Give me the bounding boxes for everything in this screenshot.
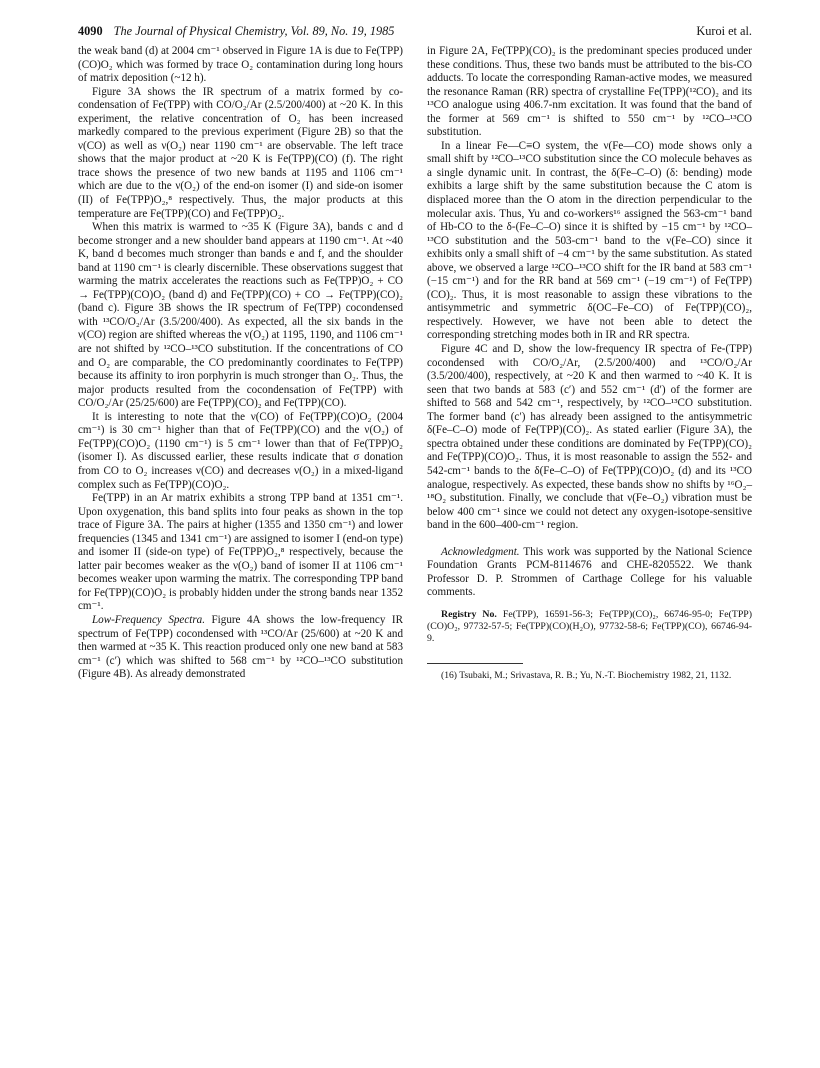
paragraph-low-frequency-text: Figure 4A shows the low-frequency IR spectrum of Fe(TPP) cocondensed with ¹³CO/Ar (25/600) at ~20 K and then warmed at ~35 K. This reaction produced only one new band at 583 cm⁻¹ (c′) which was shifted to 568 cm⁻¹ by ¹²CO–¹³CO substitution (Figure 4B). As already demonstrated <box>78 613 404 681</box>
paragraph-figure-4cd: Figure 4C and D, show the low-frequency IR spectra of Fe-(TPP) cocondensed with CO/O₂/Ar, (2.5/200/400) and ¹³CO/O₂/Ar (3.5/200/400), respectively, at ~20 K and then warmed to ~40 K. It is seen that two bands at 583 (c′) and 552 cm⁻¹ (d′) of the former are shifted to 568 and 542 cm⁻¹, respectively, by ¹²CO–¹³CO substitution. The former band (c′) has already been assigned to the antisymmetric δ(Fe–C–O) mode of Fe(TPP)(CO)₂. As stated earlier (Figure 3A), the spectra obtained under these conditions are dominated by Fe(TPP)(CO)₂ and Fe(TPP)(CO)O₂. Thus, it is most reasonable to assign the 552- and 542-cm⁻¹ bands to the δ(Fe–C–O) of Fe(TPP)(CO)O₂ (d) and its ¹³CO analogue, respectively. As expected, these bands show no shifts by ¹⁶O₂–¹⁸O₂ substitution. Finally, we conclude that ν(Fe–O₂) vibration must be below 400 cm⁻¹ since we could not detect any oxygen-isotope-sensitive band in the 600–400-cm⁻¹ region. <box>427 343 752 532</box>
spacer <box>427 600 752 609</box>
running-authors: Kuroi et al. <box>696 24 752 38</box>
page-header <box>78 24 752 40</box>
acknowledgment <box>427 546 752 600</box>
paragraph-warming: When this matrix is warmed to ~35 K (Figure 3A), bands c and d become stronger and a new shoulder band appears at 1190 cm⁻¹. At ~40 K, band d becomes much stronger than bands e and f, and the shoulder band at 1190 cm⁻¹ is clearly discernible. These observations suggest that warming the matrix accelerates the reactions such as Fe(TPP)O₂ + CO → Fe(TPP)(CO)O₂ (band d) and Fe(TPP)(CO) + CO → Fe(TPP)(CO)₂ (band c). Figure 3B shows the IR spectrum of Fe(TPP) cocondensed with ¹³CO/O₂/Ar (3.5/200/400). As expected, all the six bands in the ν(CO) region are shifted whereas the ν(O₂) at 1195, 1190, and 1106 cm⁻¹ are not shifted by ¹²CO–¹³CO substitution. If the concentrations of CO and O₂ are comparable, the CO predominantly coordinates to Fe(TPP) because its affinity to iron porphyrin is much stronger than O₂. Thus, the major products resulted from the cocondensation of Fe(TPP) with CO/O₂/Ar (25/25/600) are Fe(TPP)(CO)₂ and Fe(TPP)(CO). <box>78 221 403 410</box>
paragraph-sigma-donation: It is interesting to note that the ν(CO) of Fe(TPP)(CO)O₂ (2004 cm⁻¹) is 30 cm⁻¹ higher than that of Fe(TPP)(CO) and the ν(O₂) of Fe(TPP)(CO)O₂ (1190 cm⁻¹) is 5 cm⁻¹ lower than that of Fe(TPP)O₂ (isomer I). As discussed earlier, these results indicate that σ donation from CO to O₂ increases ν(CO) and decreases ν(O₂) in a mixed-ligand complex such as Fe(TPP)(CO)O₂. <box>78 410 403 491</box>
paragraph-low-frequency <box>78 614 403 682</box>
left-column <box>78 45 403 682</box>
registry-heading: Registry No. <box>441 608 497 620</box>
paragraph-tpp-band: Fe(TPP) in an Ar matrix exhibits a strong TPP band at 1351 cm⁻¹. Upon oxygenation, this band splits into four peaks as shown in the top trace of Figure 3A. The pairs at higher (1355 and 1350 cm⁻¹) and lower frequencies (1345 and 1341 cm⁻¹) are assigned to isomer I (end-on type) and isomer II (side-on type) of Fe(TPP)O₂,⁸ respectively, because the latter pair becomes weaker as the ν(O₂) band of isomer II at 1106 cm⁻¹ becomes weaker upon warming the matrix. The corresponding TPP band for Fe(TPP)(CO)O₂ is probably hidden under the strong bands near 1352 cm⁻¹. <box>78 492 403 613</box>
registry-numbers <box>427 609 752 645</box>
acknowledgment-heading: Acknowledgment. <box>441 545 520 558</box>
paragraph-linear-fe-co: In a linear Fe—C≡O system, the ν(Fe—CO) mode shows only a small shift by ¹²CO–¹³CO substitution since the CO molecule behaves as a single dynamic unit. In contrast, the δ(Fe–C–O) (δ: bending) mode exhibits a large shift by the same substitution because the C atom is displaced moree than the O atom in the direction perpendicular to the molecular axis. Thus, Yu and co-workers¹⁶ assigned the 563-cm⁻¹ band of Hb-CO to the δ-(Fe–C–O) since it is shifted by −15 cm⁻¹ by ¹²CO–¹³CO substitution and the 503-cm⁻¹ band to the ν(Fe–CO) since it exhibits only a small shift of −4 cm⁻¹ by the same substitution. As stated above, we observed a large ¹²CO–¹³CO shift for the IR band at 583 cm⁻¹ (−15 cm⁻¹) and for the RR band at 569 cm⁻¹ (−19 cm⁻¹) of Fe(TPP)(CO)₂. Thus, it is most reasonable to assign these vibrations to the antisymmetric and symmetric δ(OC–Fe–CO) of Fe(TPP)(CO)₂, respectively. However, we have not been able to detect the corresponding stretching modes both in IR and RR spectra. <box>427 139 752 342</box>
footnote-divider <box>427 663 523 664</box>
section-heading-low-frequency: Low-Frequency Spectra. <box>92 613 205 626</box>
paragraph-figure-3a: Figure 3A shows the IR spectrum of a matrix formed by co-condensation of Fe(TPP) with CO/O₂/Ar (2.5/200/400) at ~20 K. In this experiment, the relative concentration of O₂ has been increased markedly compared to the previous experiment (Figure 2B) so that the ν(CO) as well as ν(O₂) near 1190 cm⁻¹ are observable. The left trace shows that the major product at ~20 K is Fe(TPP)(CO) (f). The right trace shows the presence of two new bands at 1195 and 1106 cm⁻¹ which are due to the ν(O₂) of the end-on isomer (I) and side-on isomer (II) of Fe(TPP)O₂,⁸ respectively. Thus, the major products at this temperature are Fe(TPP)(CO) and Fe(TPP)O₂. <box>78 85 403 220</box>
spacer <box>427 533 752 546</box>
registry-text: Fe(TPP), 16591-56-3; Fe(TPP)(CO)₂, 66746-95-0; Fe(TPP)(CO)O₂, 97732-57-5; Fe(TPP)(CO)(H₂O), 97732-58-6; Fe(TPP)(CO), 66746-94-9. <box>427 608 752 644</box>
paragraph-continuation: the weak band (d) at 2004 cm⁻¹ observed in Figure 1A is due to Fe(TPP)(CO)O₂ which was formed by trace O₂ contamination during long hours of matrix deposition (~12 h). <box>78 45 403 85</box>
page-number: 4090 <box>78 24 103 38</box>
footnote-16: (16) Tsubaki, M.; Srivastava, R. B.; Yu, N.-T. Biochemistry 1982, 21, 1132. <box>441 669 732 681</box>
right-column <box>427 45 752 681</box>
paragraph-bis-co: in Figure 2A, Fe(TPP)(CO)₂ is the predominant species produced under these conditions. Thus, these two bands must be attributed to the bis-CO adducts. To locate the corresponding Raman-active modes, we measured the resonance Raman (RR) spectra of crystalline Fe(TPP)(¹²CO)₂ and its ¹³CO analogue using 406.7-nm excitation. It was found that the band of the former at 569 cm⁻¹ is shifted to 550 cm⁻¹ by ¹²CO–¹³CO substitution. <box>427 45 752 139</box>
acknowledgment-text: This work was supported by the National Science Foundation Grants PCM-8114676 and CHE-8205522. We thank Professor D. P. Strommen of Carthage College for his valuable comments. <box>427 545 752 599</box>
journal-citation: The Journal of Physical Chemistry, Vol. 89, No. 19, 1985 <box>113 24 395 38</box>
